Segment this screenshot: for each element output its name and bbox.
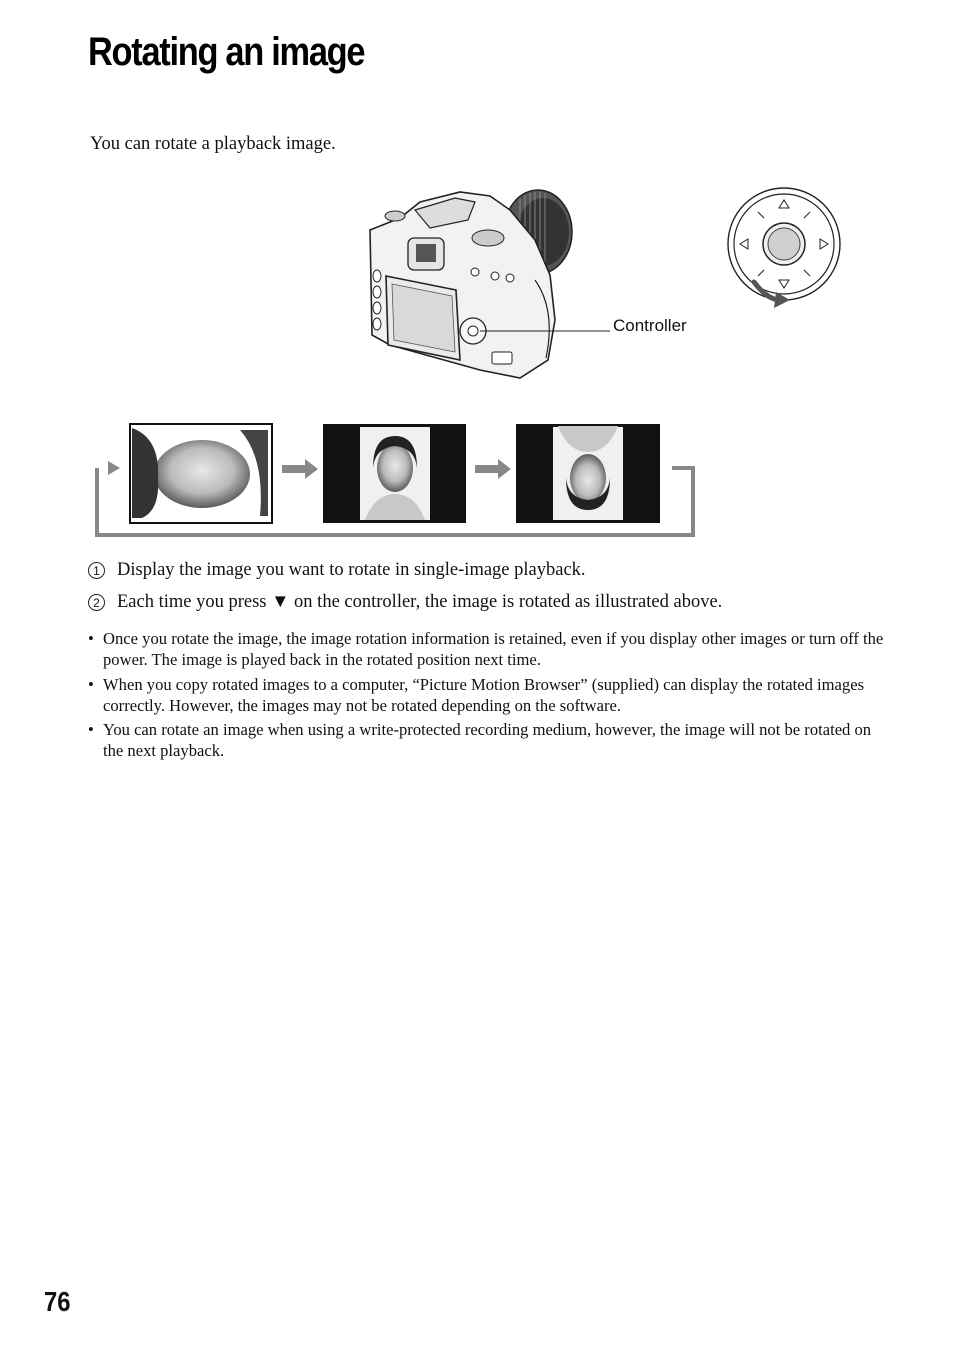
note-item: • Once you rotate the image, the image rotation information is retained, even if you display other images or turn off the power. The image is played back in the rotated position next time.	[88, 628, 888, 670]
note-item: • When you copy rotated images to a computer, “Picture Motion Browser” (supplied) can display the rotated images correctly. However, the images may not be rotated depending on the software.	[88, 674, 888, 716]
step-text: Display the image you want to rotate in single-image playback.	[117, 560, 586, 580]
note-item: • You can rotate an image when using a write-protected recording medium, however, the image will not be rotated on the next playback.	[88, 719, 888, 761]
step-number: 1	[88, 562, 105, 579]
step-number: 2	[88, 594, 105, 611]
rotation-sequence	[90, 418, 700, 543]
notes-list	[88, 628, 888, 765]
page-number: 76	[44, 1286, 71, 1317]
step-2	[88, 592, 722, 613]
intro-text: You can rotate a playback image.	[90, 134, 336, 154]
step-1	[88, 560, 586, 581]
camera-illustration	[360, 180, 620, 385]
controller-dial-icon	[724, 182, 844, 317]
controller-label: Controller	[613, 316, 687, 335]
page-title: Rotating an image	[88, 30, 365, 74]
step-text: Each time you press ▼ on the controller, the image is rotated as illustrated above.	[117, 592, 723, 612]
